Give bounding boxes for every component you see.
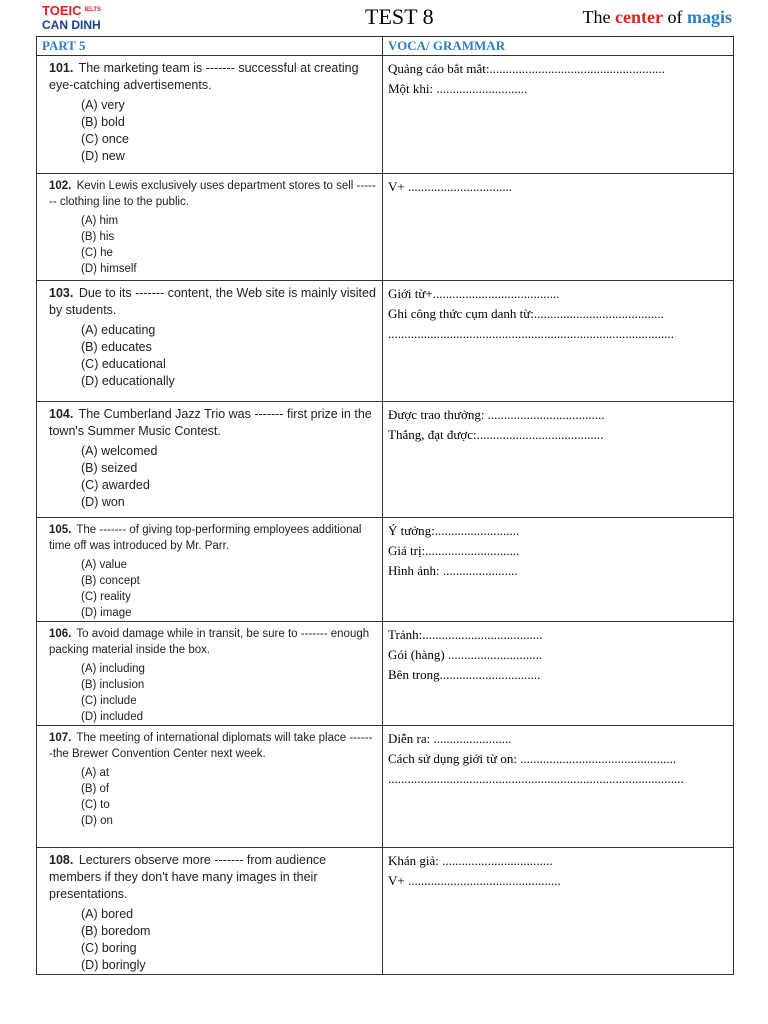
test-title: TEST 8 — [365, 4, 434, 29]
answer-option[interactable]: (C) he — [81, 247, 113, 259]
question-number: 102. — [49, 180, 72, 192]
answer-option[interactable]: (A) very — [81, 98, 125, 112]
question-cell — [37, 622, 383, 726]
answer-option[interactable]: (A) at — [81, 767, 110, 779]
answer-option[interactable]: (C) once — [81, 132, 129, 146]
voca-line: Giới từ+....................................... — [388, 286, 560, 301]
answer-option[interactable]: (D) won — [81, 495, 125, 509]
voca-line: Thắng, đạt được:....................................... — [388, 427, 604, 442]
answer-option[interactable]: (D) educationally — [81, 374, 175, 388]
voca-line: V+ ................................ — [388, 179, 512, 194]
voca-cell — [383, 174, 734, 281]
logo — [42, 3, 101, 33]
question-cell — [37, 56, 383, 174]
question-number: 108. — [49, 853, 74, 867]
tagline-magis: magis — [687, 7, 732, 27]
question-cell — [37, 402, 383, 518]
part5-header: PART 5 — [37, 37, 383, 56]
question-row — [37, 281, 734, 402]
voca-cell — [383, 402, 734, 518]
question-text: The marketing team is ------- successful at creating eye-catching advertisements. — [49, 61, 359, 92]
question-row — [37, 848, 734, 975]
question-number: 103. — [49, 286, 74, 300]
voca-line: ........................................................................................... — [388, 771, 684, 786]
question-row — [37, 622, 734, 726]
question-cell — [37, 281, 383, 402]
answer-option[interactable]: (B) boredom — [81, 924, 151, 938]
question-number: 105. — [49, 524, 72, 536]
question-text: The ------- of giving top-performing employees additional time off was introduced by Mr. Parr. — [49, 524, 362, 552]
question-text: Due to its ------- content, the Web site is mainly visited by students. — [49, 286, 376, 317]
voca-cell — [383, 848, 734, 975]
tagline — [583, 7, 732, 28]
answer-option[interactable]: (B) concept — [81, 575, 140, 587]
voca-line: V+ ............................................... — [388, 873, 561, 888]
voca-line: Ý tưởng:.......................... — [388, 523, 520, 538]
logo-can-dinh: CAN DINH — [42, 18, 101, 32]
logo-ielts: IELTS — [84, 7, 102, 13]
voca-line: Gói (hàng) ............................. — [388, 647, 543, 662]
voca-line: Quảng cáo bắt mắt:...................................................... — [388, 61, 665, 76]
answer-option[interactable]: (D) image — [81, 607, 132, 619]
voca-line: ........................................................................................ — [388, 326, 674, 341]
question-row — [37, 56, 734, 174]
page-header — [0, 0, 768, 36]
question-row — [37, 174, 734, 281]
voca-line: Cách sử dụng giới từ on: ................................................ — [388, 751, 677, 766]
question-number: 101. — [49, 61, 74, 75]
answer-option[interactable]: (C) to — [81, 799, 110, 811]
question-cell — [37, 726, 383, 848]
question-text: The Cumberland Jazz Trio was ------- first prize in the town's Summer Music Contest. — [49, 407, 372, 438]
tagline-part: The — [582, 7, 616, 27]
answer-option[interactable]: (D) included — [81, 711, 143, 723]
voca-line: Ghi công thức cụm danh từ:........................................ — [388, 306, 664, 321]
answer-option[interactable]: (B) inclusion — [81, 679, 145, 691]
logo-toeic: TOEIC — [42, 3, 82, 18]
voca-line: Tránh:..................................... — [388, 627, 543, 642]
voca-cell — [383, 726, 734, 848]
answer-option[interactable]: (B) educates — [81, 340, 152, 354]
answer-option[interactable]: (A) value — [81, 559, 128, 571]
voca-line: Diễn ra: ........................ — [388, 731, 512, 746]
voca-line: Một khi: ............................ — [388, 81, 528, 96]
question-number: 107. — [49, 732, 72, 744]
tagline-part: of — [663, 7, 687, 27]
answer-option[interactable]: (D) new — [81, 149, 125, 163]
question-cell — [37, 174, 383, 281]
answer-option[interactable]: (D) himself — [81, 263, 137, 275]
answer-option[interactable]: (B) his — [81, 231, 115, 243]
answer-option[interactable]: (D) on — [81, 815, 113, 827]
voca-grammar-header: VOCA/ GRAMMAR — [383, 37, 734, 56]
answer-option[interactable]: (A) including — [81, 663, 145, 675]
answer-option[interactable]: (A) him — [81, 215, 119, 227]
question-text: Lecturers observe more ------- from audience members if they don't have many images in their presentations. — [49, 853, 327, 901]
answer-option[interactable]: (C) include — [81, 695, 137, 707]
answer-option[interactable]: (C) awarded — [81, 478, 150, 492]
question-row — [37, 402, 734, 518]
question-row — [37, 518, 734, 622]
answer-option[interactable]: (B) seized — [81, 461, 138, 475]
tagline-center: center — [615, 7, 663, 27]
voca-cell — [383, 622, 734, 726]
answer-option[interactable]: (A) educating — [81, 323, 156, 337]
question-cell — [37, 848, 383, 975]
answer-option[interactable]: (C) boring — [81, 941, 137, 955]
answer-option[interactable]: (B) bold — [81, 115, 125, 129]
answer-option[interactable]: (D) boringly — [81, 958, 146, 972]
voca-line: Hình ảnh: ....................... — [388, 563, 518, 578]
answer-option[interactable]: (B) of — [81, 783, 110, 795]
voca-line: Được trao thưởng: .................................... — [388, 407, 605, 422]
voca-line: Bên trong............................... — [388, 667, 541, 682]
answer-option[interactable]: (A) welcomed — [81, 444, 158, 458]
question-row — [37, 726, 734, 848]
answer-option[interactable]: (A) bored — [81, 907, 134, 921]
voca-cell — [383, 518, 734, 622]
worksheet-table — [36, 36, 734, 975]
question-text: To avoid damage while in transit, be sure to ------- enough packing material inside the box. — [49, 628, 370, 656]
question-number: 106. — [49, 628, 72, 640]
answer-option[interactable]: (C) reality — [81, 591, 131, 603]
voca-line: Giá trị:............................. — [388, 543, 520, 558]
question-text: Kevin Lewis exclusively uses department stores to sell ------- clothing line to the public. — [49, 180, 376, 208]
voca-cell — [383, 281, 734, 402]
question-number: 104. — [49, 407, 74, 421]
voca-cell — [383, 56, 734, 174]
question-text: The meeting of international diplomats will take place ------ -the Brewer Convention Center next week. — [49, 732, 373, 760]
answer-option[interactable]: (C) educational — [81, 357, 166, 371]
voca-line: Khán giả: .................................. — [388, 853, 553, 868]
question-cell — [37, 518, 383, 622]
